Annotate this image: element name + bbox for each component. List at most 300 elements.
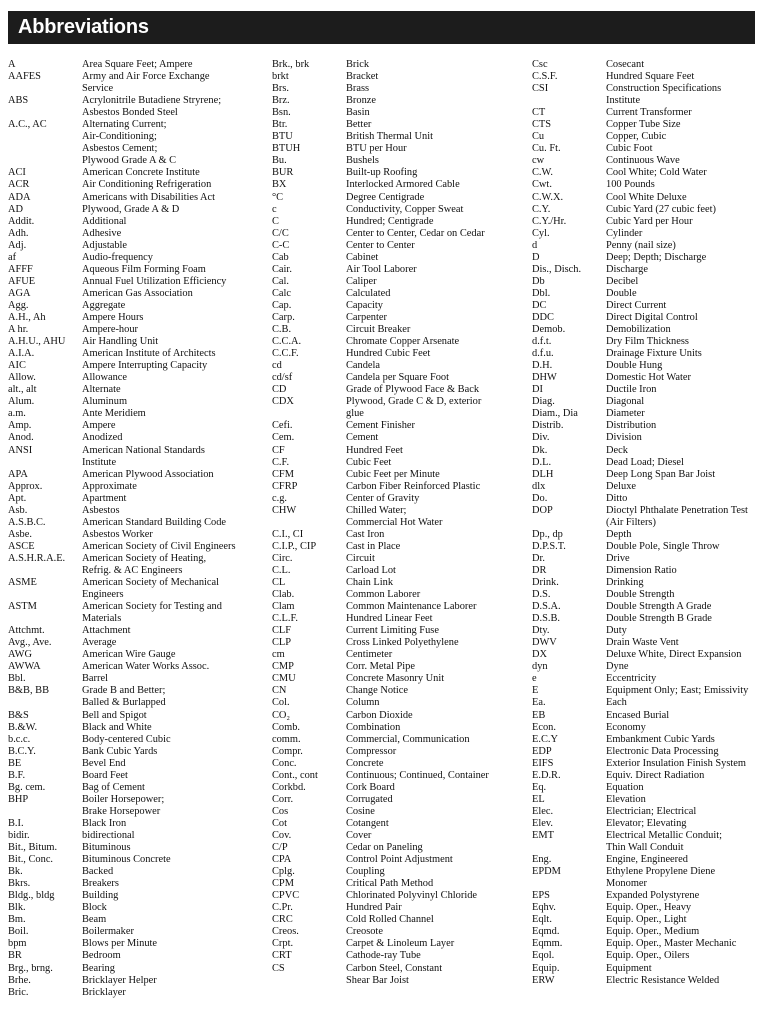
abbreviation-entry [272, 613, 524, 625]
abbreviation-entry [532, 890, 762, 902]
abbreviation-entry [272, 457, 524, 469]
abbreviation-definition: Engineers [82, 589, 124, 601]
abbreviation-term: EIFS [532, 757, 554, 769]
abbreviation-definition: Brass [346, 83, 370, 95]
abbreviation-definition: Electric Resistance Welded [606, 974, 720, 986]
abbreviation-definition: Bell and Spigot [82, 709, 147, 721]
abbreviation-entry [532, 396, 762, 408]
abbreviation-definition: Air Handling Unit [82, 336, 159, 348]
abbreviation-term: CPA [272, 854, 292, 866]
abbreviation-definition: American Society for Testing and [82, 601, 222, 613]
abbreviation-definition: American Wire Gauge [82, 649, 176, 661]
abbreviation-definition: Carpenter [346, 311, 387, 323]
abbreviation-entry [272, 264, 524, 276]
abbreviation-term: Clam [272, 601, 295, 613]
abbreviation-definition: Cabinet [346, 251, 379, 263]
abbreviation-definition: Deluxe White, Direct Expansion [606, 649, 742, 661]
abbreviation-entry [272, 890, 524, 902]
abbreviation-term: Bldg., bldg [8, 890, 55, 902]
abbreviation-term: Csc [532, 59, 548, 70]
abbreviation-definition: Drive [606, 552, 630, 564]
abbreviation-definition: Electronic Data Processing [606, 745, 719, 757]
abbreviation-term: CTS [532, 119, 552, 131]
abbreviation-entry [532, 264, 762, 276]
abbreviation-term: B.I. [8, 817, 24, 829]
abbreviation-term: Eng. [532, 854, 552, 866]
abbreviation-entry [8, 143, 256, 155]
abbreviation-entry [532, 806, 762, 818]
abbreviation-term [272, 408, 346, 420]
abbreviation-term: cm [272, 649, 285, 661]
abbreviation-entry [8, 625, 256, 637]
abbreviation-definition: Elevation [606, 793, 646, 805]
abbreviation-term: EB [532, 709, 546, 721]
abbreviation-entry [8, 541, 256, 553]
abbreviation-definition: Capacity [346, 299, 383, 311]
abbreviation-entry [8, 264, 256, 276]
abbreviation-entry [272, 601, 524, 613]
abbreviation-entry [8, 445, 256, 457]
abbreviation-term: BE [8, 757, 22, 769]
abbreviation-definition: Drinking [606, 577, 644, 589]
abbreviation-term: D.L. [532, 456, 552, 468]
abbreviation-entry [8, 119, 256, 131]
abbreviation-definition: Asbestos Cement; [82, 143, 158, 155]
abbreviation-entry [8, 529, 256, 541]
abbreviation-definition: Duty [606, 625, 627, 637]
abbreviation-definition: Air-Conditioning; [82, 131, 157, 143]
abbreviation-definition: bidirectional [82, 830, 135, 841]
abbreviation-entry [532, 553, 762, 565]
abbreviation-term: CT [532, 107, 546, 119]
abbreviation-entry [532, 637, 762, 649]
abbreviation-term: CPM [272, 878, 294, 890]
abbreviation-term: Div. [532, 432, 550, 444]
abbreviation-term [272, 975, 346, 987]
abbreviation-definition: Deep Long Span Bar Joist [606, 468, 716, 480]
abbreviation-definition: Cosine [346, 805, 375, 817]
abbreviation-term: Bit., Bitum. [8, 842, 58, 854]
abbreviation-definition: Built-up Roofing [346, 167, 418, 179]
abbreviation-term: ADA [8, 191, 31, 203]
abbreviation-definition: Combination [346, 721, 401, 733]
abbreviation-column-1 [8, 59, 256, 999]
abbreviation-term: ACR [8, 179, 30, 191]
abbreviation-entry [8, 938, 256, 950]
abbreviation-term: Eq. [532, 781, 547, 793]
abbreviation-definition: Ante Meridiem [82, 408, 146, 420]
abbreviation-term: Eqhv. [532, 902, 556, 914]
abbreviation-term: Apt. [8, 492, 27, 504]
abbreviation-definition: Diameter [606, 408, 645, 420]
abbreviation-term: Bu. [272, 155, 287, 167]
abbreviation-entry [8, 372, 256, 384]
abbreviation-entry [532, 794, 762, 806]
abbreviation-entry [272, 252, 524, 264]
abbreviation-entry [532, 336, 762, 348]
abbreviation-entry [272, 288, 524, 300]
abbreviation-term: APA [8, 468, 28, 480]
abbreviation-definition: Plywood, Grade A & D [82, 203, 180, 215]
abbreviation-entry [8, 384, 256, 396]
abbreviation-entry [532, 758, 762, 770]
abbreviation-entry [532, 625, 762, 637]
abbreviation-definition: Center to Center, Cedar on Cedar [346, 227, 485, 239]
abbreviation-definition: Cubic Feet per Minute [346, 468, 440, 480]
abbreviation-definition: Brick [346, 59, 370, 70]
abbreviation-definition: Concrete Masonry Unit [346, 673, 445, 685]
abbreviation-term: C/C [272, 227, 289, 239]
abbreviation-entry [272, 661, 524, 673]
abbreviation-term: Cov. [272, 830, 292, 841]
abbreviation-definition: Commercial Hot Water [346, 516, 443, 528]
abbreviation-entry [272, 408, 524, 420]
abbreviation-term: Dp., dp [532, 528, 563, 540]
abbreviation-entry [532, 914, 762, 926]
abbreviation-definition: Ampere-hour [82, 324, 138, 336]
abbreviation-entry [8, 252, 256, 264]
abbreviation-entry [8, 842, 256, 854]
abbreviation-definition: American Plywood Association [82, 468, 214, 480]
abbreviation-entry [8, 107, 256, 119]
abbreviation-entry [272, 926, 524, 938]
abbreviation-entry [8, 348, 256, 360]
abbreviation-term: Compr. [272, 745, 303, 757]
abbreviation-definition: Bituminous [82, 842, 131, 854]
abbreviation-entry [532, 722, 762, 734]
abbreviation-term: ASCE [8, 540, 35, 552]
abbreviation-term: Anod. [8, 432, 34, 444]
abbreviation-entry [532, 613, 762, 625]
abbreviation-definition: Aqueous Film Forming Foam [82, 263, 206, 275]
abbreviation-entry [8, 481, 256, 493]
abbreviation-entry [532, 288, 762, 300]
abbreviation-term: Eqlt. [532, 914, 552, 926]
abbreviation-entry [272, 143, 524, 155]
abbreviation-definition: Direct Current [606, 299, 667, 311]
abbreviation-definition: Creosote [346, 926, 383, 938]
abbreviation-entry [272, 372, 524, 384]
abbreviation-definition: Service [82, 83, 114, 95]
abbreviation-definition: Bricklayer [82, 986, 126, 998]
abbreviation-definition: Ampere Hours [82, 311, 144, 323]
abbreviation-term: e [532, 673, 537, 685]
abbreviation-definition: Dioctyl Phthalate Penetration Test [606, 504, 748, 516]
abbreviation-term: Bsn. [272, 107, 291, 119]
abbreviation-entry [8, 673, 256, 685]
abbreviation-term: alt., alt [8, 384, 37, 396]
abbreviation-term: Cwt. [532, 179, 552, 191]
abbreviation-term: AIC [8, 360, 26, 372]
abbreviation-definition: 100 Pounds [606, 179, 655, 191]
abbreviation-term: Corr. [272, 793, 294, 805]
abbreviation-term: BR [8, 950, 22, 962]
abbreviation-definition: Adhesive [82, 227, 122, 239]
abbreviation-entry [532, 348, 762, 360]
abbreviation-entry [8, 192, 256, 204]
abbreviation-definition: Hundred Feet [346, 444, 403, 456]
abbreviation-entry [532, 505, 762, 517]
abbreviation-term: CRC [272, 914, 293, 926]
abbreviation-definition: Equip. Oper., Oilers [606, 950, 690, 962]
abbreviation-definition: Asbestos [82, 504, 120, 516]
abbreviation-term: Bg. cem. [8, 781, 46, 793]
abbreviation-definition: Dyne [606, 661, 629, 673]
abbreviation-definition: Audio-frequency [82, 251, 153, 263]
abbreviation-definition: Copper Tube Size [606, 119, 681, 131]
abbreviation-definition: Division [606, 432, 642, 444]
abbreviation-entry [272, 878, 524, 890]
abbreviation-term: CF [272, 444, 285, 456]
abbreviation-definition: Monomer [606, 878, 647, 890]
abbreviation-entry [272, 565, 524, 577]
abbreviation-entry [532, 300, 762, 312]
abbreviation-definition: Decibel [606, 275, 639, 287]
abbreviation-term: Attchmt. [8, 625, 45, 637]
abbreviation-entry [532, 818, 762, 830]
abbreviation-definition: Current Transformer [606, 107, 692, 119]
abbreviation-term: DLH [532, 468, 554, 480]
abbreviation-definition: Deep; Depth; Discharge [606, 251, 707, 263]
abbreviation-definition: Air Conditioning Refrigeration [82, 179, 212, 191]
abbreviation-entry [8, 975, 256, 987]
abbreviation-term: EL [532, 793, 545, 805]
abbreviation-term: B&B, BB [8, 685, 49, 697]
abbreviation-term: CN [272, 685, 287, 697]
abbreviation-term: ASME [8, 577, 37, 589]
abbreviation-entry [8, 553, 256, 565]
abbreviation-entry [532, 830, 762, 842]
abbreviation-term: B.C.Y. [8, 745, 36, 757]
abbreviation-definition: Cast in Place [346, 540, 401, 552]
abbreviation-entry [8, 830, 256, 842]
abbreviation-term: C.Y. [532, 203, 551, 215]
abbreviation-term: Brg., brng. [8, 962, 53, 974]
abbreviation-term: CD [272, 384, 287, 396]
abbreviation-definition: Diagonal [606, 396, 645, 408]
abbreviation-term: Dk. [532, 444, 548, 456]
abbreviation-entry [532, 842, 762, 854]
abbreviation-entry [532, 71, 762, 83]
abbreviation-term [272, 517, 346, 529]
abbreviation-term: d.f.u. [532, 348, 554, 360]
abbreviation-definition: Encased Burial [606, 709, 670, 721]
abbreviation-term: C [272, 215, 279, 227]
abbreviation-definition: Equipment Only; East; Emissivity [606, 685, 749, 697]
abbreviation-entry [272, 71, 524, 83]
abbreviation-entry [532, 420, 762, 432]
abbreviation-term: af [8, 251, 17, 263]
abbreviation-entry [272, 758, 524, 770]
abbreviation-entry [272, 625, 524, 637]
abbreviation-term: Bkrs. [8, 878, 31, 890]
abbreviation-entry [8, 637, 256, 649]
abbreviation-definition: Circuit Breaker [346, 324, 411, 336]
abbreviation-entry [532, 324, 762, 336]
abbreviation-entry [8, 866, 256, 878]
abbreviation-definition: Refrig. & AC Engineers [82, 564, 183, 576]
abbreviation-entry [272, 975, 524, 987]
abbreviation-definition: (Air Filters) [606, 516, 656, 528]
abbreviation-definition: Board Feet [82, 769, 128, 781]
abbreviation-term: Cot [272, 817, 288, 829]
abbreviation-term: bidir. [8, 830, 30, 841]
abbreviation-definition: Grade B and Better; [82, 685, 166, 697]
abbreviation-definition: Cover [346, 830, 372, 841]
abbreviation-definition: Equiv. Direct Radiation [606, 769, 705, 781]
abbreviation-term: Bric. [8, 986, 29, 998]
abbreviation-definition: Ampere [82, 420, 116, 432]
abbreviation-term: ANSI [8, 444, 33, 456]
abbreviation-definition: Annual Fuel Utilization Efficiency [82, 275, 227, 287]
abbreviation-definition: American National Standards [82, 444, 205, 456]
abbreviation-entry [8, 83, 256, 95]
abbreviation-term: DOP [532, 504, 553, 516]
abbreviation-entry [8, 987, 256, 999]
abbreviation-definition: Cool White; Cold Water [606, 167, 707, 179]
abbreviation-definition: Basin [346, 107, 370, 119]
abbreviation-term: C.I., CI [272, 528, 304, 540]
abbreviation-entry [532, 179, 762, 191]
abbreviation-definition: Cotangent [346, 817, 389, 829]
abbreviation-definition: Engine, Engineered [606, 854, 688, 866]
abbreviation-term [8, 589, 82, 601]
abbreviation-entry [272, 83, 524, 95]
abbreviation-entry [272, 818, 524, 830]
abbreviation-column-3 [532, 59, 762, 987]
abbreviation-entry [272, 192, 524, 204]
abbreviation-term: C.W.X. [532, 191, 564, 203]
abbreviation-term: cd [272, 360, 282, 372]
abbreviation-term: BTUH [272, 143, 301, 155]
abbreviation-definition: Centimeter [346, 649, 393, 661]
abbreviation-entry [532, 854, 762, 866]
abbreviation-term: Cplg. [272, 866, 295, 878]
abbreviation-entry [532, 926, 762, 938]
abbreviation-definition: Concrete [346, 757, 384, 769]
abbreviation-definition: Area Square Feet; Ampere [82, 59, 193, 70]
abbreviation-entry [532, 457, 762, 469]
abbreviation-entry [8, 312, 256, 324]
abbreviation-definition: Column [346, 697, 380, 709]
abbreviation-entry [272, 746, 524, 758]
abbreviation-term [532, 842, 606, 854]
abbreviation-definition: Continuous Wave [606, 155, 680, 167]
abbreviation-entry [8, 818, 256, 830]
abbreviation-term: dlx [532, 480, 546, 492]
abbreviation-term: Cyl. [532, 227, 550, 239]
abbreviation-definition: Carbon Steel, Constant [346, 962, 443, 974]
abbreviation-term: Eqmd. [532, 926, 560, 938]
abbreviation-term: DX [532, 649, 548, 661]
abbreviation-entry [8, 589, 256, 601]
abbreviation-entry [532, 360, 762, 372]
abbreviation-term: ACI [8, 167, 26, 179]
abbreviation-entry [532, 878, 762, 890]
abbreviation-entry [272, 637, 524, 649]
abbreviation-entry [272, 179, 524, 191]
abbreviation-definition: Chromate Copper Arsenate [346, 336, 460, 348]
abbreviation-definition: Adjustable [82, 239, 128, 251]
abbreviation-entry [272, 529, 524, 541]
abbreviation-term: Cair. [272, 263, 292, 275]
abbreviation-term: Do. [532, 492, 548, 504]
abbreviation-definition: Cubic Yard (27 cubic feet) [606, 203, 716, 215]
abbreviation-entry [272, 336, 524, 348]
abbreviation-entry [272, 854, 524, 866]
abbreviation-entry [8, 300, 256, 312]
abbreviation-entry [8, 336, 256, 348]
abbreviation-entry [272, 204, 524, 216]
abbreviation-definition: Double Pole, Single Throw [606, 540, 720, 552]
abbreviation-term [8, 457, 82, 469]
abbreviation-definition: Corr. Metal Pipe [346, 661, 415, 673]
abbreviation-definition: American Standard Building Code [82, 516, 226, 528]
abbreviation-definition: Bank Cubic Yards [82, 745, 158, 757]
abbreviation-definition: Alternating Current; [82, 119, 167, 131]
abbreviation-term: EPDM [532, 866, 561, 878]
abbreviation-entry [532, 710, 762, 722]
abbreviation-term: AAFES [8, 71, 41, 83]
abbreviation-term: c.g. [272, 492, 288, 504]
abbreviation-term: Cefi. [272, 420, 293, 432]
abbreviation-definition: Exterior Insulation Finish System [606, 757, 746, 769]
abbreviation-entry [8, 770, 256, 782]
abbreviation-term: Demob. [532, 324, 566, 336]
abbreviation-entry [532, 143, 762, 155]
abbreviation-definition: Army and Air Force Exchange [82, 71, 210, 83]
abbreviation-term: c [272, 203, 277, 215]
abbreviation-definition: Penny (nail size) [606, 239, 676, 251]
abbreviation-entry [272, 842, 524, 854]
abbreviation-entry [272, 673, 524, 685]
abbreviation-term: CO₂ [272, 709, 291, 721]
abbreviation-definition: Body-centered Cubic [82, 733, 171, 745]
abbreviation-definition: Cedar on Paneling [346, 842, 423, 854]
abbreviation-entry [272, 384, 524, 396]
abbreviation-definition: Critical Path Method [346, 878, 434, 890]
abbreviation-term: comm. [272, 733, 301, 745]
abbreviation-entry [532, 589, 762, 601]
abbreviation-definition: Bedroom [82, 950, 121, 962]
abbreviation-entry [532, 384, 762, 396]
abbreviation-definition: Depth [606, 528, 632, 540]
abbreviation-term: Btr. [272, 119, 288, 131]
abbreviation-term: DDC [532, 311, 554, 323]
abbreviation-entry [272, 131, 524, 143]
abbreviation-term: AFFF [8, 263, 33, 275]
abbreviation-term: CDX [272, 396, 294, 408]
abbreviation-definition: Bearing [82, 962, 115, 974]
abbreviation-term: Econ. [532, 721, 556, 733]
abbreviation-term: Allow. [8, 372, 36, 384]
abbreviation-term: ERW [532, 974, 555, 986]
abbreviation-entry [272, 541, 524, 553]
abbreviation-definition: Candela [346, 360, 381, 372]
abbreviation-entry [8, 288, 256, 300]
abbreviation-definition: Circuit [346, 552, 375, 564]
abbreviation-entry [272, 481, 524, 493]
abbreviation-entry [272, 300, 524, 312]
abbreviation-definition: Bricklayer Helper [82, 974, 157, 986]
abbreviation-term: Elev. [532, 817, 553, 829]
abbreviation-definition: Caliper [346, 275, 377, 287]
abbreviation-definition: Dimension Ratio [606, 564, 677, 576]
abbreviation-term: CLP [272, 637, 292, 649]
abbreviation-entry [272, 119, 524, 131]
abbreviation-entry [532, 950, 762, 962]
abbreviation-entry [532, 481, 762, 493]
